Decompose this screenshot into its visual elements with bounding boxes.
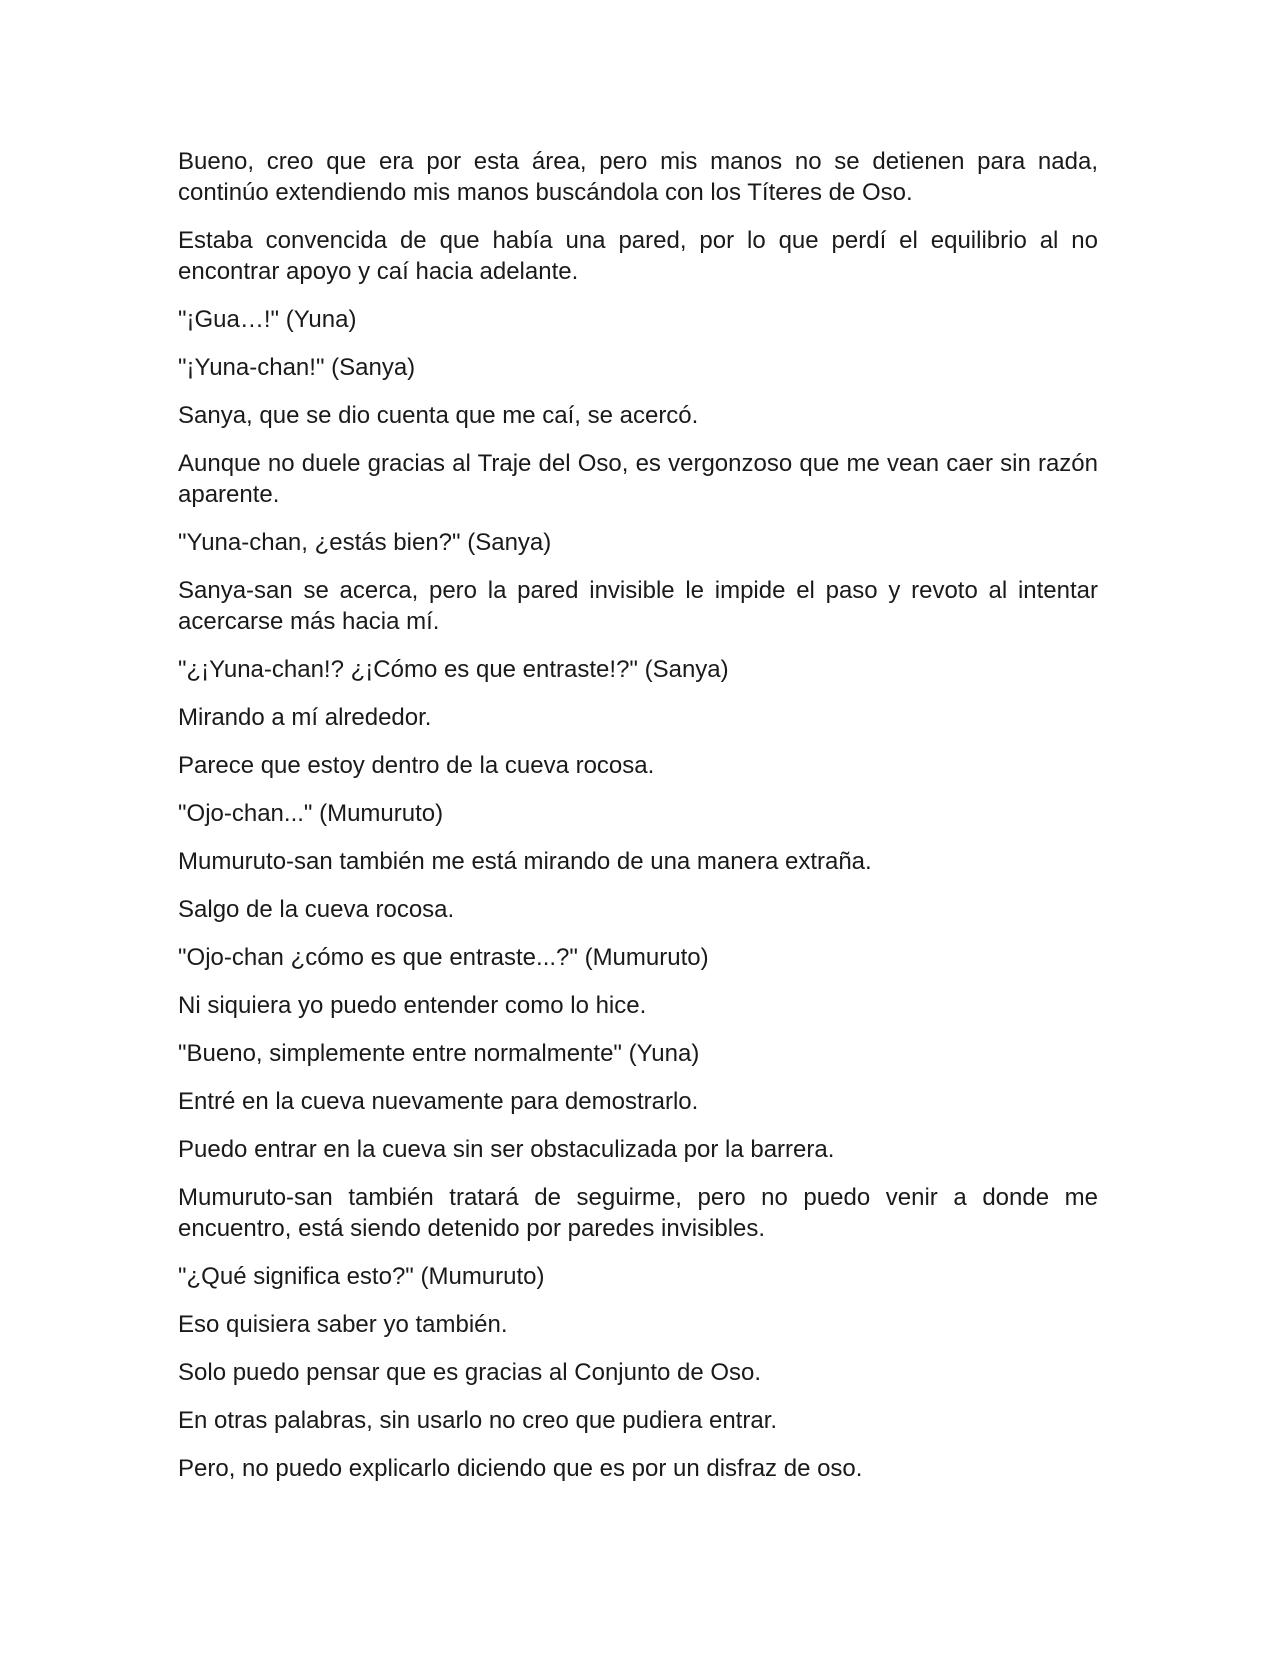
paragraph-15: "Ojo-chan ¿cómo es que entraste...?" (Mumuruto) [178, 944, 709, 971]
paragraph-11: Parece que estoy dentro de la cueva rocosa. [178, 752, 655, 779]
paragraph-23: Solo puedo pensar que es gracias al Conjunto de Oso. [178, 1359, 762, 1386]
paragraph-19: Puedo entrar en la cueva sin ser obstaculizada por la barrera. [178, 1136, 835, 1163]
paragraph-13: Mumuruto-san también me está mirando de una manera extraña. [178, 848, 872, 875]
paragraph-7: "Yuna-chan, ¿estás bien?" (Sanya) [178, 529, 552, 556]
paragraph-6: Aunque no duele gracias al Traje del Oso, es vergonzoso que me vean caer sin razón aparente. [178, 450, 1098, 508]
paragraph-5: Sanya, que se dio cuenta que me caí, se acercó. [178, 402, 699, 429]
paragraph-17: "Bueno, simplemente entre normalmente" (Yuna) [178, 1040, 700, 1067]
paragraph-24: En otras palabras, sin usarlo no creo que pudiera entrar. [178, 1407, 778, 1434]
paragraph-22: Eso quisiera saber yo también. [178, 1311, 508, 1338]
paragraph-2: Estaba convencida de que había una pared, por lo que perdí el equilibrio al no encontrar apoyo y caí hacia adelante. [178, 227, 1098, 285]
paragraph-8: Sanya-san se acerca, pero la pared invisible le impide el paso y revoto al intentar acercarse más hacia mí. [178, 577, 1098, 635]
paragraph-16: Ni siquiera yo puedo entender como lo hice. [178, 992, 647, 1019]
paragraph-1: Bueno, creo que era por esta área, pero mis manos no se detienen para nada, continúo extendiendo mis manos buscándola con los Títeres de Oso. [178, 148, 1098, 206]
paragraph-18: Entré en la cueva nuevamente para demostrarlo. [178, 1088, 699, 1115]
paragraph-4: "¡Yuna-chan!" (Sanya) [178, 354, 416, 381]
document-body [178, 146, 1098, 1501]
paragraph-3: "¡Gua…!" (Yuna) [178, 306, 357, 333]
paragraph-9: "¿¡Yuna-chan!? ¿¡Cómo es que entraste!?" (Sanya) [178, 656, 729, 683]
paragraph-21: "¿Qué significa esto?" (Mumuruto) [178, 1263, 545, 1290]
paragraph-10: Mirando a mí alrededor. [178, 704, 432, 731]
paragraph-20: Mumuruto-san también tratará de seguirme, pero no puedo venir a donde me encuentro, está siendo detenido por paredes invisibles. [178, 1184, 1098, 1242]
paragraph-25: Pero, no puedo explicarlo diciendo que es por un disfraz de oso. [178, 1455, 863, 1482]
paragraph-12: "Ojo-chan..." (Mumuruto) [178, 800, 444, 827]
paragraph-14: Salgo de la cueva rocosa. [178, 896, 455, 923]
